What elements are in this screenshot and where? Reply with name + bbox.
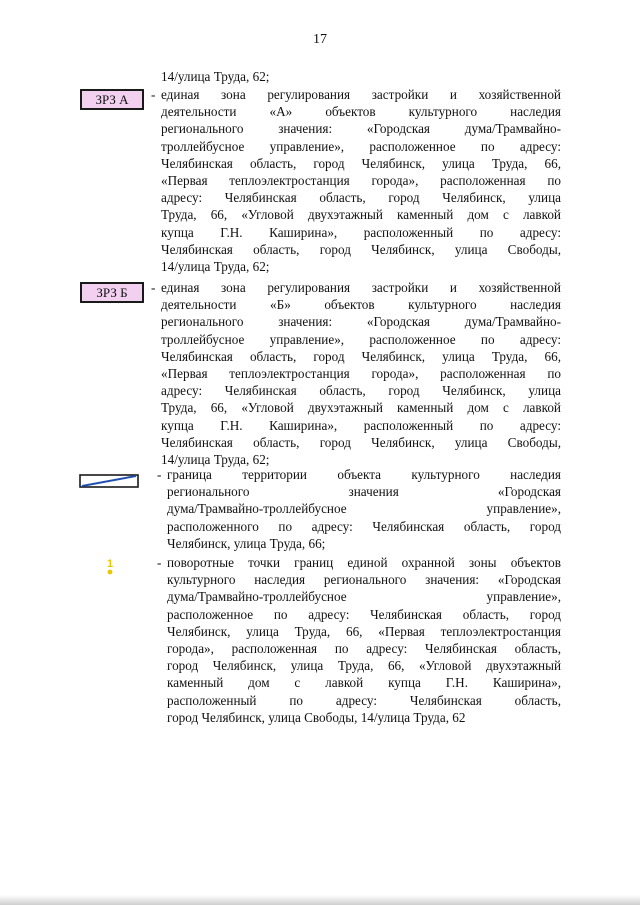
text-line: «Первая теплоэлектростанция города», расположенная по — [161, 173, 561, 189]
text-line: дума/Трамвайно-троллейбусное управление», — [167, 501, 561, 517]
zone-a-legend-box — [80, 89, 144, 110]
text-line: расположенного по адресу: Челябинская область, город — [167, 518, 561, 534]
list-dash: - — [157, 467, 162, 482]
text-line: деятельности «А» объектов культурного наследия — [161, 104, 561, 120]
text-line: троллейбусное управление», расположенное по адресу: — [161, 138, 561, 154]
text-line: граница территории объекта культурного наследия — [167, 467, 561, 482]
turning-points-description — [157, 554, 561, 726]
text-line: Челябинская область, город Челябинск, улица Свободы, — [161, 434, 561, 450]
text-line: адресу: Челябинская область, город Челябинск, улица — [161, 190, 561, 206]
text-line: поворотные точки границ единой охранной зоны объектов — [167, 555, 561, 570]
text-line: «Первая теплоэлектростанция города», расположенная по — [161, 366, 561, 382]
scan-edge-shadow — [0, 895, 640, 905]
text-line: регионального значения «Городская — [167, 484, 561, 500]
list-dash: - — [151, 87, 156, 102]
zone-b-description — [151, 279, 561, 468]
text-line: регионального значения: «Городская дума/Трамвайно- — [161, 121, 561, 137]
text-line: единая зона регулирования застройки и хозяйственной — [161, 87, 561, 102]
text-line: города», расположенная по адресу: Челябинская область, — [167, 641, 561, 657]
intro-paragraph — [161, 68, 561, 85]
marker-number: 1 — [106, 558, 114, 570]
zone-a-label: ЗРЗ А — [95, 92, 129, 107]
text-line: культурного наследия регионального значения: «Городская — [167, 572, 561, 588]
intro-line: 14/улица Труда, 62; — [161, 69, 270, 84]
text-line: город Челябинск, улица Свободы, 14/улица Труда, 62 — [167, 709, 466, 725]
text-line: каменный дом с лавкой купца Г.Н. Каширина», — [167, 675, 561, 691]
text-line: Челябинск, улица Труда, 66, «Первая теплоэлектростанция — [167, 623, 561, 639]
territory-border-description — [157, 466, 561, 552]
page-number: 17 — [313, 32, 327, 47]
text-line: единая зона регулирования застройки и хозяйственной — [161, 280, 561, 295]
text-line: Челябинская область, город Челябинск, улица Труда, 66, — [161, 155, 561, 171]
list-dash: - — [151, 280, 156, 295]
text-line: Челябинск, улица Труда, 66; — [167, 535, 326, 551]
text-line: город Челябинск, улица Труда, 66, «Угловой двухэтажный — [167, 658, 561, 674]
text-line: Труда, 66, «Угловой двухэтажный каменный дом с лавкой — [161, 207, 561, 223]
text-line: купца Г.Н. Каширина», расположенный по адресу: — [161, 417, 561, 433]
text-line: 14/улица Труда, 62; — [161, 259, 270, 275]
text-line: троллейбусное управление», расположенное по адресу: — [161, 331, 561, 347]
text-line: расположенное по адресу: Челябинская область, город — [167, 606, 561, 622]
territory-border-legend-icon — [79, 474, 139, 488]
text-line: купца Г.Н. Каширина», расположенный по адресу: — [161, 224, 561, 240]
zone-a-description — [151, 86, 561, 275]
list-dash: - — [157, 555, 162, 570]
text-line: расположенный по адресу: Челябинская область, — [167, 692, 561, 708]
turning-point-marker-icon — [104, 555, 116, 577]
text-line: Челябинская область, город Челябинск, улица Свободы, — [161, 241, 561, 257]
text-line: дума/Трамвайно-троллейбусное управление», — [167, 589, 561, 605]
text-line: регионального значения: «Городская дума/Трамвайно- — [161, 314, 561, 330]
text-line: 14/улица Труда, 62; — [161, 452, 270, 468]
zone-b-label: ЗРЗ Б — [96, 285, 128, 300]
text-line: Челябинская область, город Челябинск, улица Труда, 66, — [161, 348, 561, 364]
text-line: Труда, 66, «Угловой двухэтажный каменный дом с лавкой — [161, 400, 561, 416]
text-line: деятельности «Б» объектов культурного наследия — [161, 297, 561, 313]
text-line: адресу: Челябинская область, город Челябинск, улица — [161, 383, 561, 399]
zone-b-legend-box — [80, 282, 144, 303]
